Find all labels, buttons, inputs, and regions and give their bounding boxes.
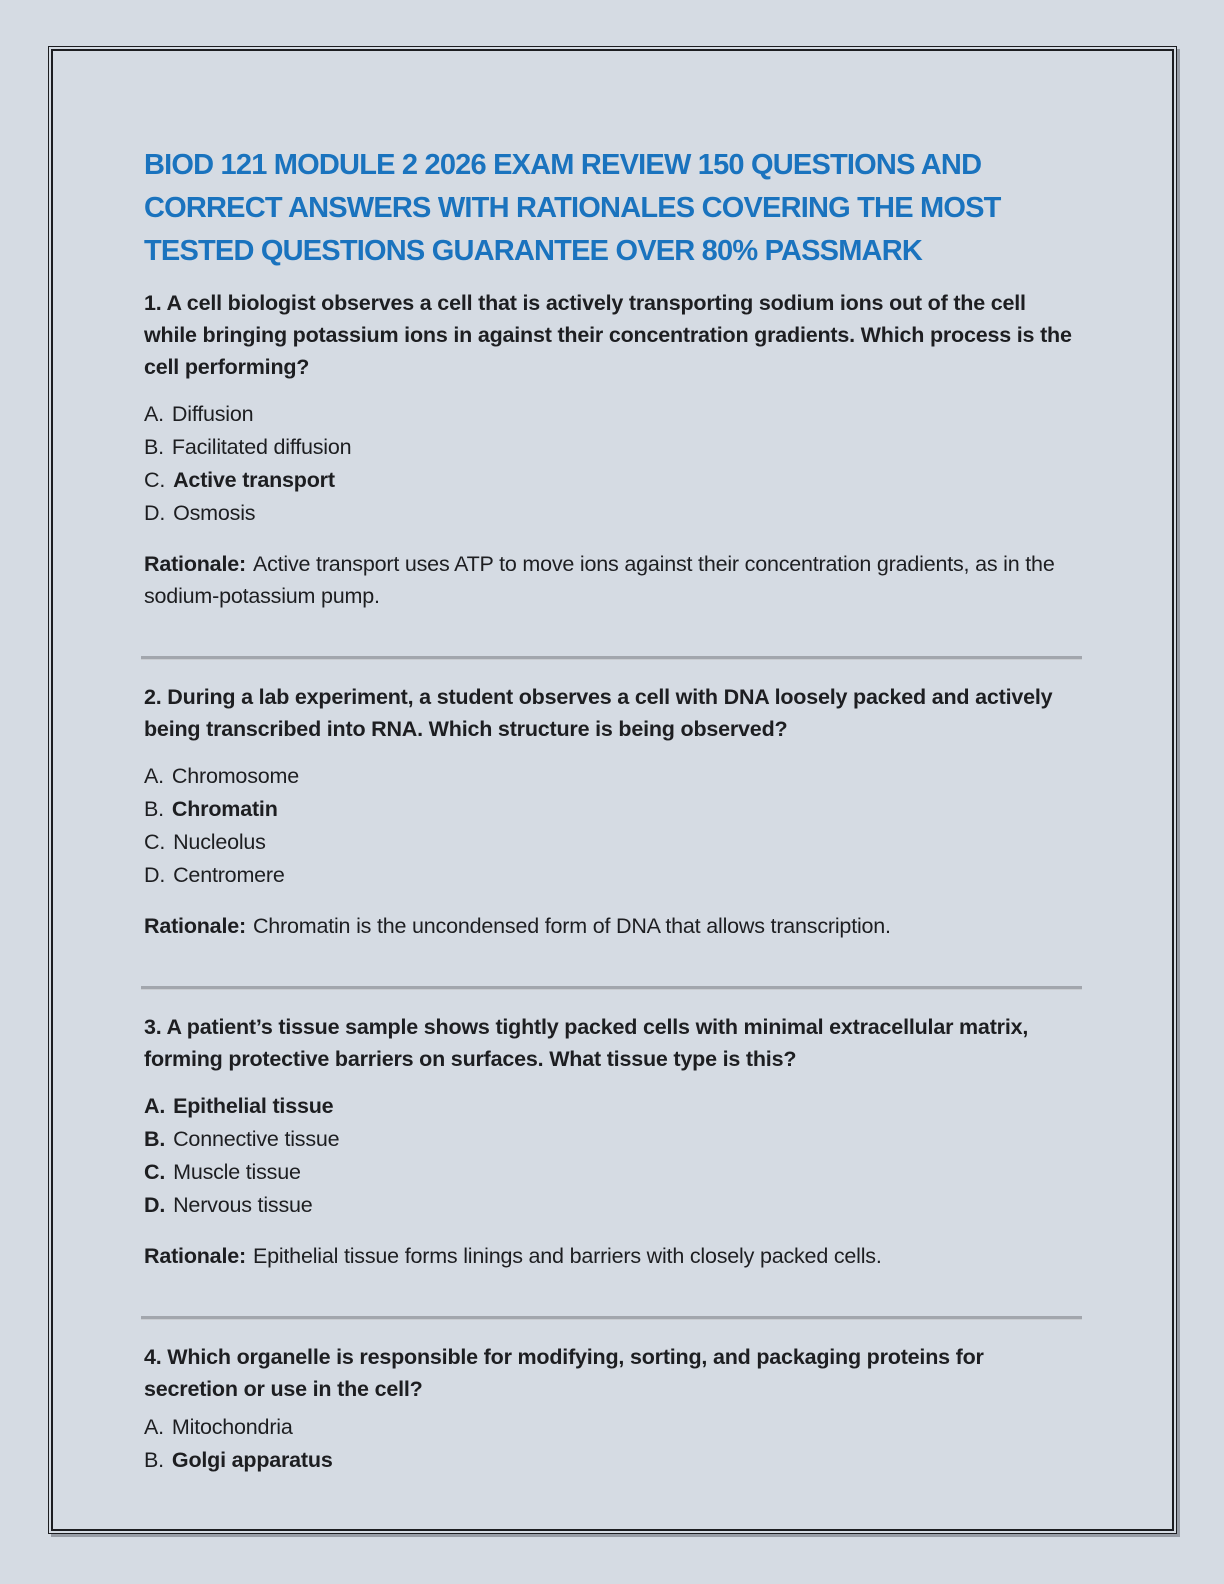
option-line-correct [144, 464, 1082, 497]
rationale-text: Active transport uses ATP to move ions against their concentration gradients, as in the sodium-potassium pump. [144, 552, 1055, 608]
option-line-correct [144, 793, 1082, 826]
question-text: 3. A patient’s tissue sample shows tightly packed cells with minimal extracellular matrix, forming protective barriers on surfaces. What tissue type is this? [144, 1015, 1029, 1071]
option-text: Nervous tissue [173, 1193, 313, 1217]
question-block [144, 287, 1082, 612]
page-frame [48, 46, 1177, 1534]
rationale-label: Rationale: [144, 552, 246, 576]
rationale-text: Chromatin is the uncondensed form of DNA that allows transcription. [252, 914, 891, 938]
option-letter: D. [144, 1193, 166, 1217]
option-line [144, 826, 1082, 859]
question-block [144, 681, 1082, 942]
option-letter: D. [144, 501, 166, 525]
option-line-correct [144, 1444, 1082, 1477]
question-text: 4. Which organelle is responsible for modifying, sorting, and packaging proteins for secretion or use in the cell? [144, 1345, 984, 1401]
section-divider [141, 1316, 1082, 1320]
option-letter: C. [144, 468, 166, 492]
option-line [144, 760, 1082, 793]
rationale [144, 910, 1082, 942]
option-text: Active transport [173, 468, 335, 492]
option-text: Mitochondria [171, 1415, 293, 1439]
option-text: Chromosome [171, 764, 299, 788]
option-text: Connective tissue [173, 1127, 340, 1151]
option-text: Muscle tissue [173, 1160, 301, 1184]
option-letter: B. [144, 1448, 164, 1472]
option-letter: A. [144, 764, 164, 788]
option-letter: B. [144, 797, 164, 821]
options-list [144, 760, 1082, 892]
options-list [144, 1411, 1082, 1477]
option-letter: D. [144, 863, 166, 887]
option-letter: B. [144, 1127, 166, 1151]
document-page [51, 49, 1174, 1531]
option-letter: A. [144, 402, 164, 426]
option-letter: A. [144, 1094, 166, 1118]
option-letter: A. [144, 1415, 164, 1439]
rationale-text: Epithelial tissue forms linings and barriers with closely packed cells. [252, 1244, 882, 1268]
option-line [144, 1156, 1082, 1189]
question-text: 1. A cell biologist observes a cell that is actively transporting sodium ions out of the cell while bringing potassium ions in against their concentration gradients. Which process is the cell performing? [144, 291, 1072, 379]
option-text: Chromatin [171, 797, 278, 821]
option-text: Osmosis [173, 501, 256, 525]
option-line [144, 1189, 1082, 1222]
options-list [144, 1090, 1082, 1222]
question-text: 2. During a lab experiment, a student observes a cell with DNA loosely packed and actively being transcribed into RNA. Which structure is being observed? [144, 685, 1053, 741]
rationale [144, 548, 1082, 612]
section-divider [141, 656, 1082, 660]
rationale [144, 1240, 1082, 1272]
question-block [144, 1011, 1082, 1272]
option-line [144, 1411, 1082, 1444]
section-divider [141, 986, 1082, 990]
question-block [144, 1341, 1082, 1477]
option-line [144, 497, 1082, 530]
option-text: Diffusion [171, 402, 254, 426]
option-text: Facilitated diffusion [171, 435, 352, 459]
options-list [144, 398, 1082, 530]
option-line [144, 859, 1082, 892]
option-line [144, 1123, 1082, 1156]
option-text: Nucleolus [173, 830, 266, 854]
option-letter: B. [144, 435, 164, 459]
option-line [144, 398, 1082, 431]
option-text: Centromere [173, 863, 285, 887]
option-text: Golgi apparatus [171, 1448, 333, 1472]
rationale-label: Rationale: [144, 1244, 246, 1268]
option-text: Epithelial tissue [173, 1094, 334, 1118]
option-letter: C. [144, 1160, 166, 1184]
option-letter: C. [144, 830, 166, 854]
option-line-correct [144, 1090, 1082, 1123]
document-title: BIOD 121 MODULE 2 2026 EXAM REVIEW 150 QUESTIONS AND CORRECT ANSWERS WITH RATIONALES COVERING THE MOST TESTED QUESTIONS GUARANTEE OVER 80% PASSMARK [144, 149, 1001, 267]
rationale-label: Rationale: [144, 914, 246, 938]
option-line [144, 431, 1082, 464]
